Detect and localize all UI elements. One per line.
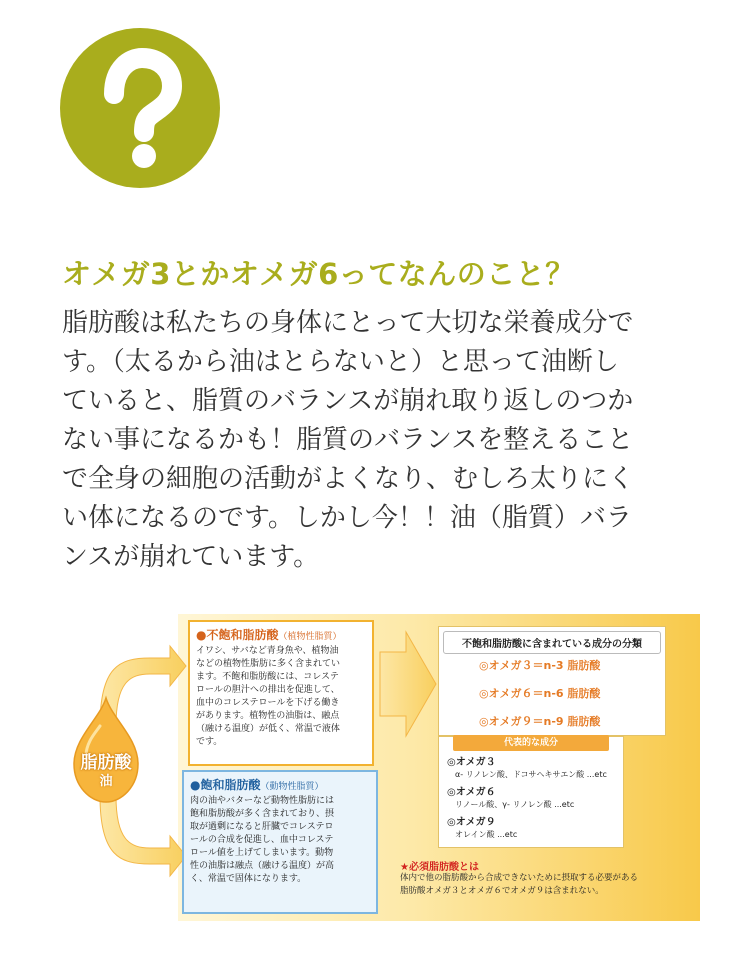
saturated-description [190,795,370,886]
unsaturated-title [196,626,366,643]
rep-name: ◎オメガ９ [447,817,496,828]
classification-title: 不飽和脂肪酸に含まれている成分の分類 [443,631,661,654]
desc-line: があります。植物性の油脂は、融点 [196,711,340,721]
body-line: ていると、脂質のバランスが崩れ取り返しのつか [62,386,634,416]
rep-name: ◎オメガ６ [447,787,496,798]
essential-line: 体内で他の脂肪酸から合成できないために摂取する必要がある [400,873,639,883]
desc-line: ます。不飽和脂肪酸には、コレステ [196,672,339,682]
saturated-subtitle: （動物性脂質） [260,782,324,792]
desc-line: ールの合成を促進し、血中コレステ [190,835,334,845]
essential-description [400,872,638,898]
unsaturated-description [196,645,366,749]
classification-box [438,626,666,736]
rep-item-omega3 [447,757,607,780]
drop-label: 脂肪酸 [80,753,132,773]
desc-line: 性の油脂は融点（融ける温度）が高 [190,861,335,871]
rep-examples: α- リノレン酸、ドコサヘキサエン酸 ...etc [455,770,607,779]
representative-box [438,736,624,848]
essential-title: ★必須脂肪酸とは [400,862,479,873]
omega6-class: ◎オメガ６＝n-6 脂肪酸 [479,687,601,700]
unsaturated-title-text: ●不飽和脂肪酸 [196,628,279,642]
branch-arrow-down [100,796,186,876]
unsaturated-subtitle: （植物性脂質） [278,632,342,642]
rep-item-omega9 [447,817,517,840]
body-line: す。（太るから油はとらないと）と思って油断し [62,347,619,377]
body-line: ない事になるかも！脂質のバランスを整えること [62,425,634,455]
desc-line: ロール値を上げてしまいます。動物 [190,848,334,858]
representative-title: 代表的な成分 [453,735,609,751]
desc-line: （融ける温度）が低く、常温で液体 [196,724,340,734]
big-right-arrow [380,632,436,736]
desc-line: 肉の油やバターなど動物性脂肪には [190,796,335,806]
desc-line: く、常温で固体になります。 [190,874,307,884]
desc-line: イワシ、サバなど青身魚や、植物油 [196,646,339,656]
essential-line: 脂肪酸オメガ３とオメガ６でオメガ９は含まれない。 [400,886,604,896]
question-mark-glyph [60,28,220,188]
unsaturated-box [188,620,374,766]
rep-item-omega6 [447,787,574,810]
desc-line: 飽和脂肪酸が多く含まれており、摂 [190,809,335,819]
saturated-title-text: ●飽和脂肪酸 [190,778,261,792]
question-icon [60,28,220,188]
desc-line: などの植物性脂肪に多く含まれてい [196,659,341,669]
drop-sublabel: 油 [99,774,113,789]
body-line: い体になるのです。しかし今！！油（脂質）バラ [62,503,632,533]
body-line: ンスが崩れています。 [62,542,320,572]
desc-line: ロールの胆汁への排出を促進して、 [196,685,340,695]
omega3-class: ◎オメガ３＝n-3 脂肪酸 [479,659,601,672]
section-heading: オメガ3とかオメガ6ってなんのこと？ [62,257,575,291]
desc-line: です。 [196,737,223,747]
body-line: 脂肪酸は私たちの身体にとって大切な栄養成分で [62,308,634,338]
desc-line: 取が過剰になると肝臓でコレステロ [190,822,334,832]
desc-line: 血中のコレステロールを下げる働き [196,698,340,708]
fatty-acid-infographic [60,606,700,921]
rep-name: ◎オメガ３ [447,757,496,768]
saturated-box [182,770,378,914]
rep-examples: オレイン酸 ...etc [455,830,518,839]
saturated-title [190,776,370,793]
body-line: で全身の細胞の活動がよくなり、むしろ太りにく [62,464,635,494]
rep-examples: リノール酸、γ- リノレン酸 ...etc [455,800,575,809]
body-paragraph [62,304,692,577]
omega9-class: ◎オメガ９＝n-9 脂肪酸 [479,715,601,728]
